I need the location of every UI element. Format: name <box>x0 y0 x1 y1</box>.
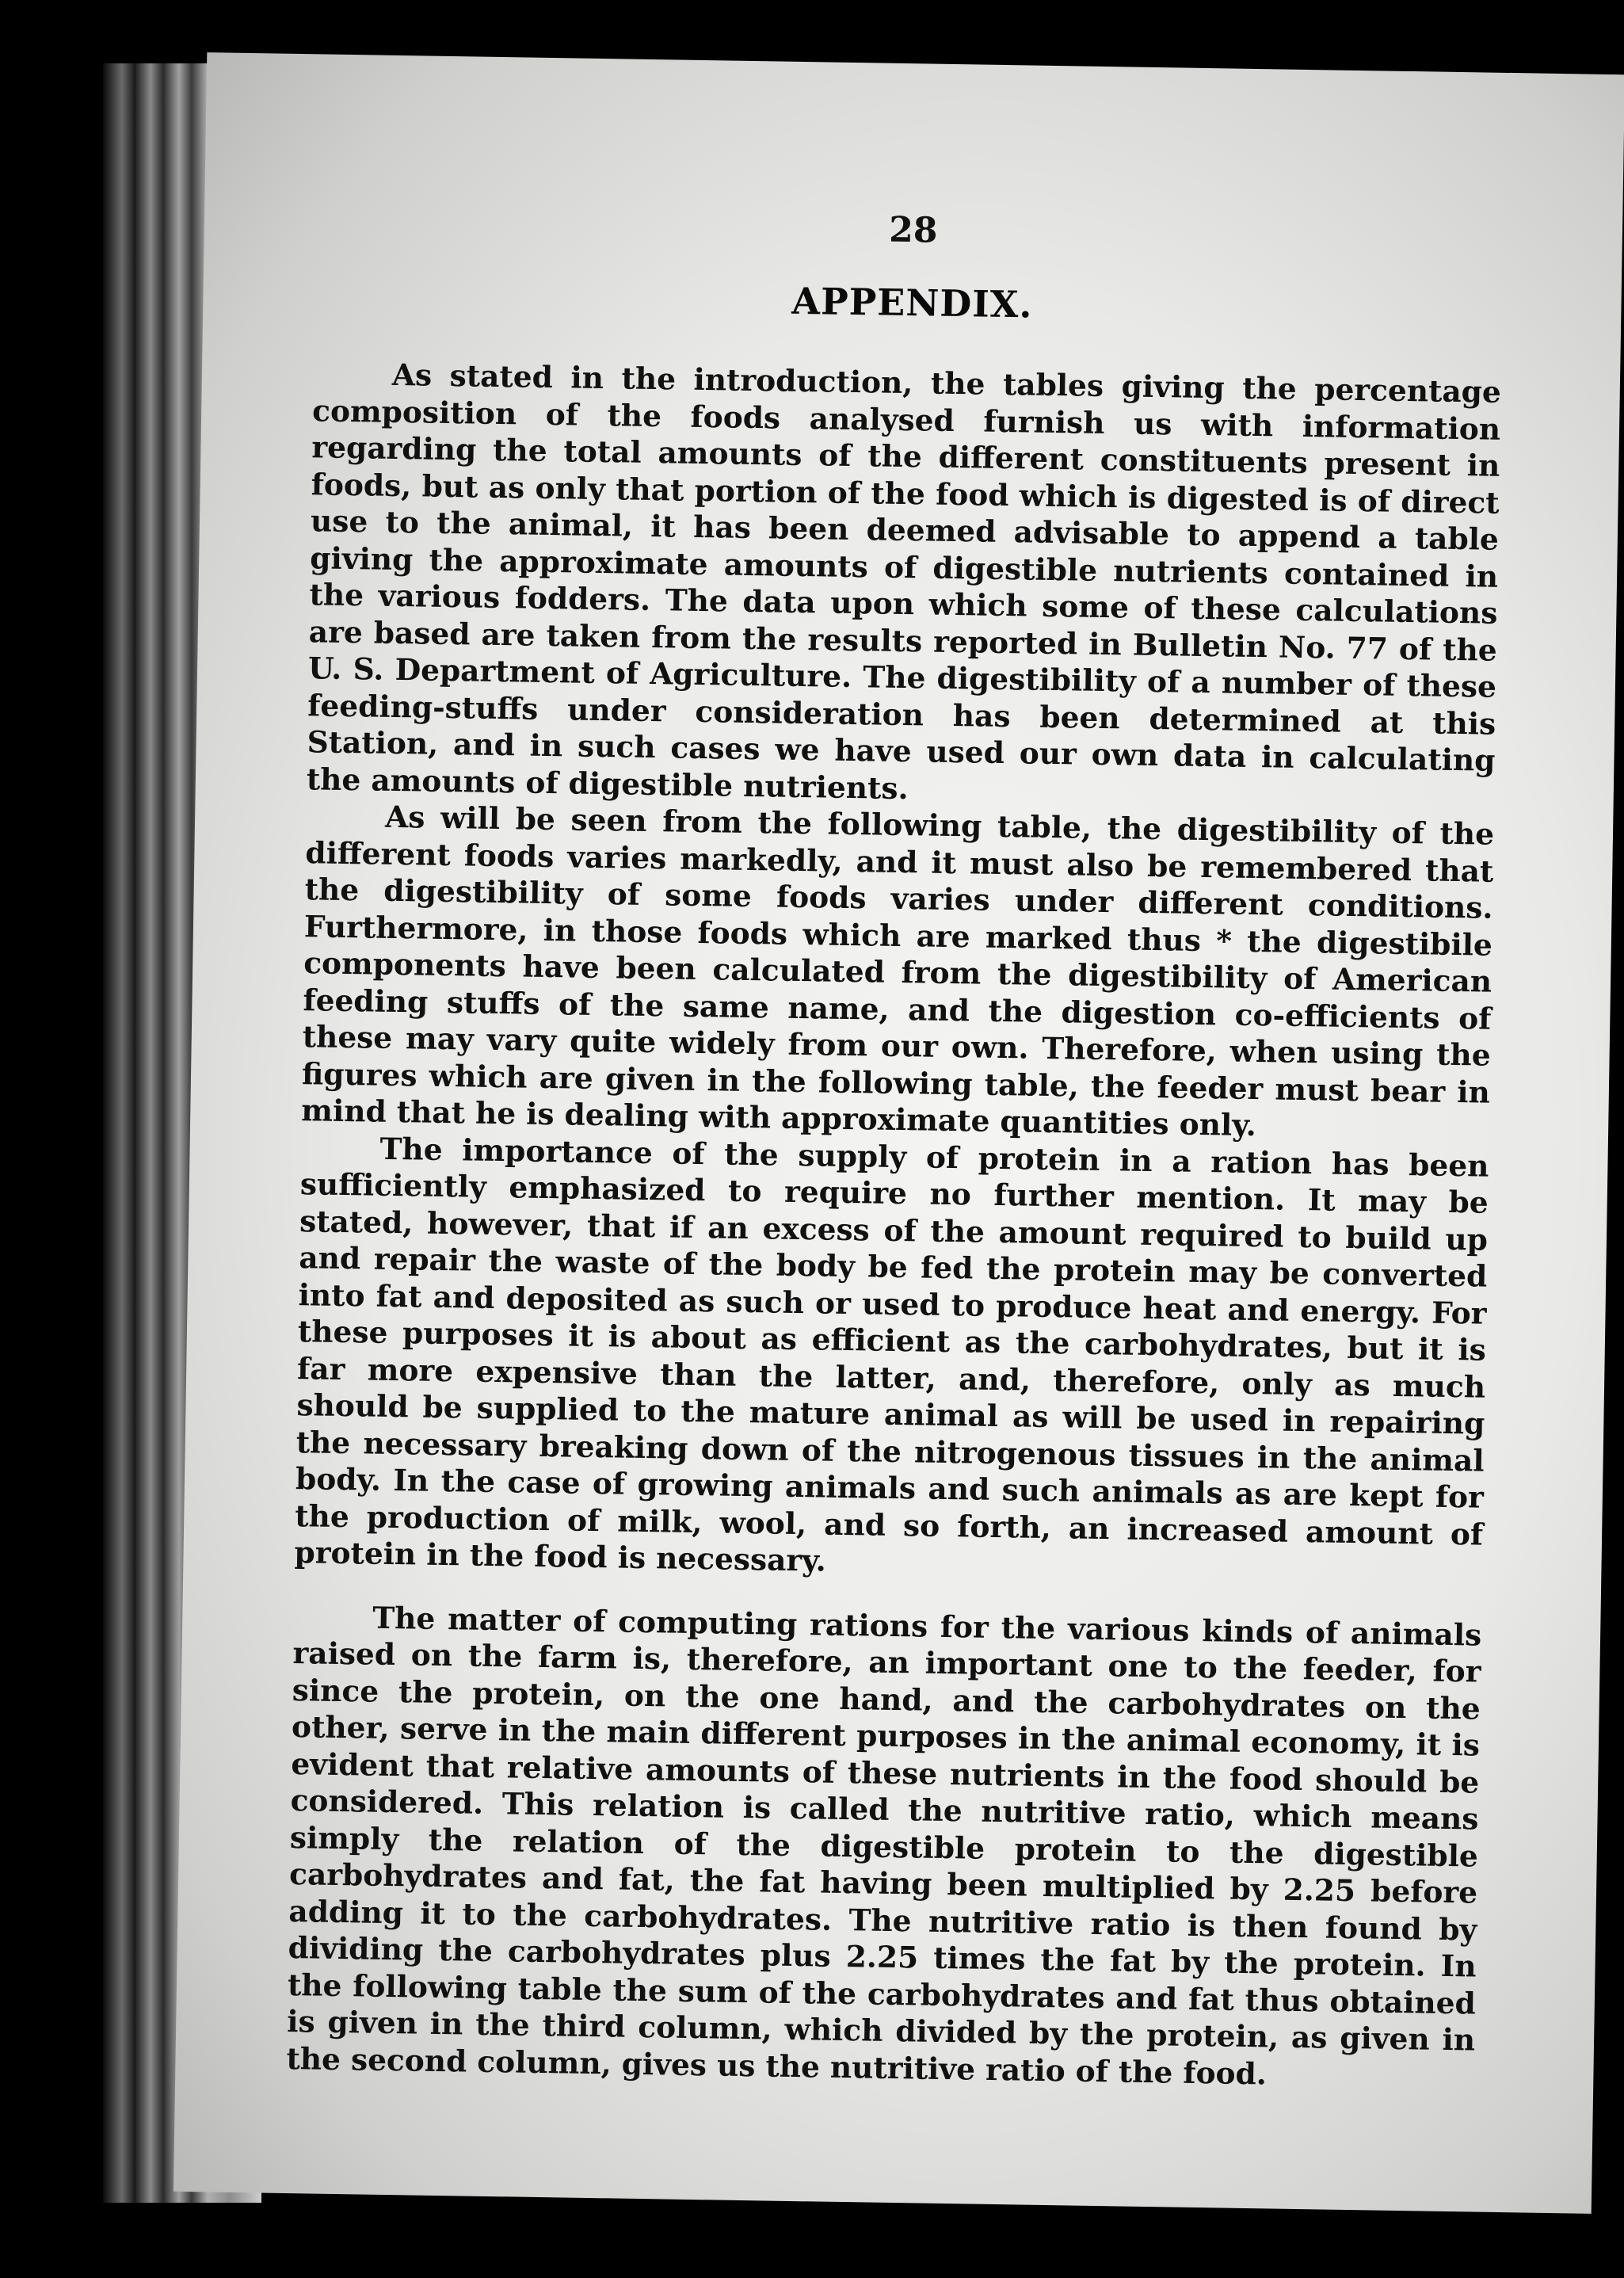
paragraph-1: As stated in the introduction, the tables giving the percentage composition of the foods analysed furnish us with information regarding the total amounts of the different constituents present in foods, but as only that portion of the food which is digested is of direct use to the animal, it has been deemed advisable to append a table giving the approximate amounts of digestible nutrients contained in the various fodders. The data upon which some of these calculations are based are taken from the results reported in Bulletin No. 77 of the U. S. Department of Agriculture. The digestibility of a number of these feeding-stuffs under consideration has been determined at this Station, and in such cases we have used our own data in calculating the amounts of digestible nutrients. <box>306 357 1502 806</box>
paragraph-3: The importance of the supply of protein in a ration has been sufficiently emphasized to require no further mention. It may be stated, however, that if an excess of the amount required to build up and repair the waste of the body be fed the protein may be converted into fat and deposited as such or used to produce heat and energy. For these purposes it is about as efficient as the carbohydrates, but it is far more expensive than the latter, and, therefore, only as much should be supplied to the mature animal as will be used in repairing the necessary breaking down of the nitrogenous tissues in the animal body. In the case of growing animals and such animals as are kept for the production of milk, wool, and so forth, an increased amount of protein in the food is necessary. <box>294 1131 1489 1578</box>
paragraph-2: As will be seen from the following table, the digestibility of the different foods varies markedly, and it must also be remembered that the digestibility of some foods varies under different conditions. Furthermore, in those foods which are marked thus * the digestibile components have been calculated from the digestibility of American feeding stuffs of the same name, and the digestion co-efficients of these may vary quite widely from our own. Therefore, when using the figures which are given in the following table, the feeder must bear in mind that he is dealing with approximate quantities only. <box>301 799 1495 1143</box>
body-text <box>286 355 1501 2095</box>
page-heading: APPENDIX. <box>791 279 1033 326</box>
book-page <box>173 52 1624 2214</box>
paragraph-4: The matter of computing rations for the various kinds of animals raised on the farm is, therefore, an important one to the feeder, for since the protein, on the one hand, and the carbohydrates on the other, serve in the main different purposes in the animal economy, it is evident that relative amounts of these nutrients in the food should be considered. This relation is called the nutritive ratio, which means simply the relation of the digestible protein to the digestible carbohydrates and fat, the fat having been multiplied by 2.25 before adding it to the carbohydrates. The nutritive ratio is then found by dividing the carbohydrates plus 2.25 times the fat by the protein. In the following table the sum of the carbohydrates and fat thus obtained is given in the third column, which divided by the protein, as given in the second column, gives us the nutritive ratio of the food. <box>286 1600 1482 2091</box>
page-number: 28 <box>888 209 938 251</box>
